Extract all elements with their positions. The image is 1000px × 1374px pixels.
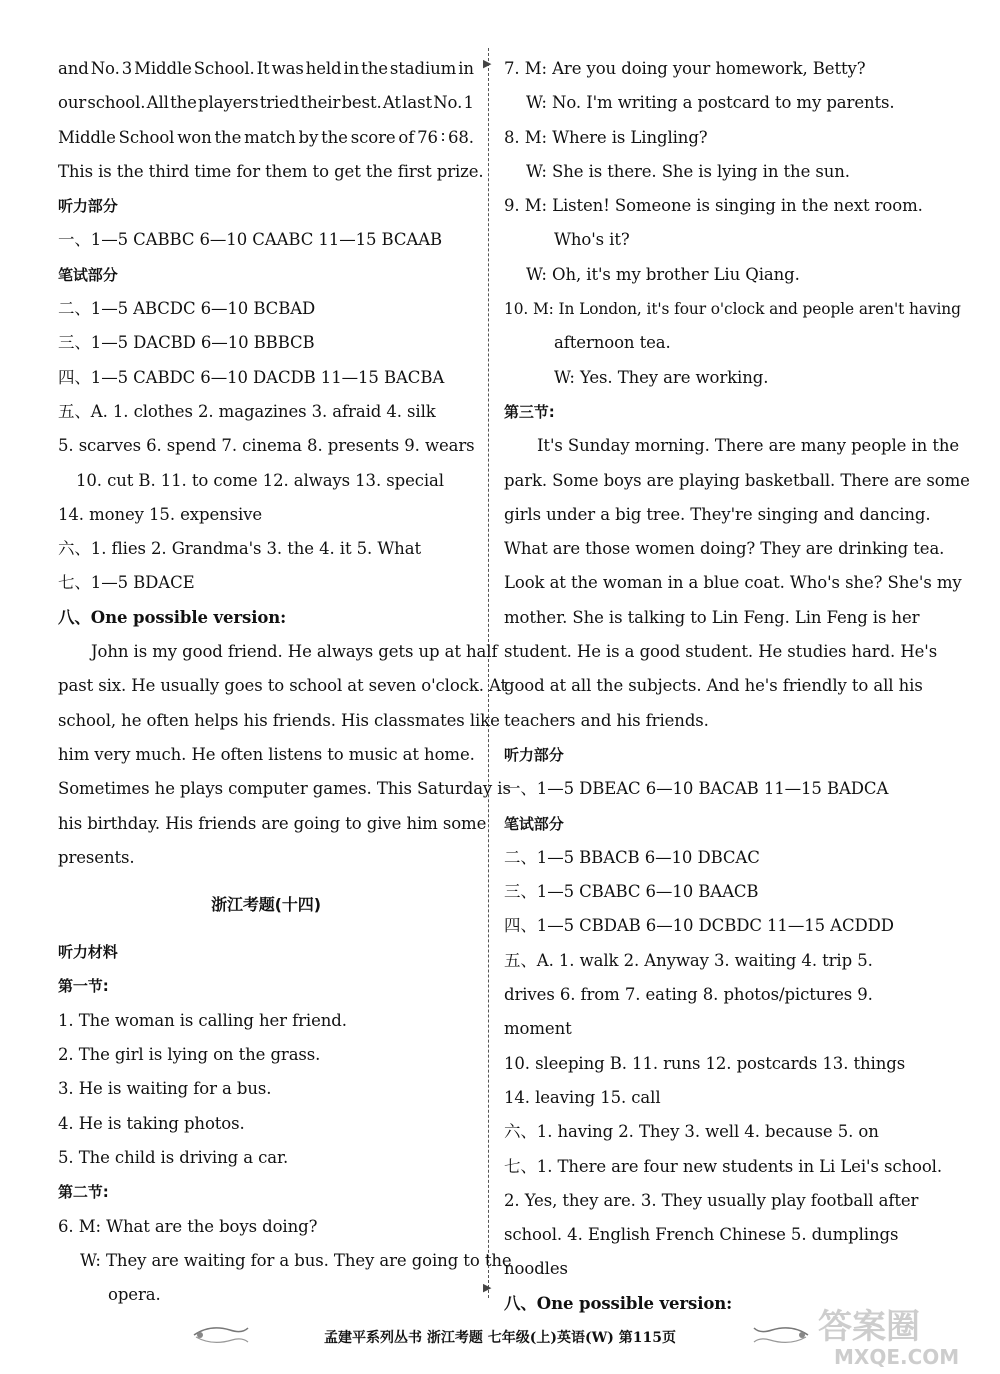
answer-line: 七、1—5 BDACE [58,573,195,593]
page-footer: 孟建平系列丛书 浙江考题 七年级(上)英语(W) 第115页 [323,1330,677,1346]
divider-arrow-icon: ▶ [483,57,492,70]
answer-line: 一、1—5 DBEAC 6—10 BACAB 11—15 BADCA [504,779,889,799]
passage-line: What are those women doing? They are drinking tea. [504,539,945,559]
dialogue-line: 7. M: Are you doing your homework, Betty? [504,59,866,78]
dialogue-line: 10. M: In London, it's four o'clock and people aren't having [504,300,961,319]
answer-line: 六、1. having 2. They 3. well 4. because 5. on [504,1122,879,1142]
watermark-line2: MXQE.COM [834,1345,960,1369]
answer-line: 二、1—5 BBACB 6—10 DBCAC [504,847,760,867]
essay-line: Sometimes he plays computer games. This Saturday is [58,779,511,799]
dialogue-line: W: No. I'm writing a postcard to my parents. [526,93,895,113]
essay-line: his birthday. His friends are going to give him some [58,813,487,833]
essay-line: school, he often helps his friends. His classmates like [58,710,500,730]
list-item: 2. The girl is lying on the grass. [58,1045,321,1065]
intro-line: Middle School won the match by the score of 76 ∶ 68. [58,127,474,147]
dialogue-line: W: She is there. She is lying in the sun. [526,161,850,181]
passage-line: teachers and his friends. [504,710,709,730]
dialogue-line: 9. M: Listen! Someone is singing in the next room. [504,196,923,216]
dialogue-line: 6. M: What are the boys doing? [58,1216,318,1236]
passage-line: mother. She is talking to Lin Feng. Lin Feng is her [504,607,920,627]
watermark-logo [812,1300,992,1370]
part-heading: 第一节: [58,977,109,996]
watermark-line1: 答案圈 [818,1307,920,1347]
answer-line: 四、1—5 CBDAB 6—10 DCBDC 11—15 ACDDD [504,916,894,936]
passage-line: good at all the subjects. And he's friendly to all his [504,676,923,696]
dialogue-line: afternoon tea. [554,333,671,353]
right-column [504,52,970,1321]
answer-line: 10. sleeping B. 11. runs 12. postcards 13. things [504,1053,906,1073]
essay-line: John is my good friend. He always gets up at half [91,642,498,662]
footer-ornament-icon [752,1322,812,1348]
answer-line: 六、1. flies 2. Grandma's 3. the 4. it 5. What [58,539,421,559]
answer-line: 三、1—5 CBABC 6—10 BAACB [504,882,759,902]
dialogue-line: opera. [108,1285,161,1305]
answer-line: 5. scarves 6. spend 7. cinema 8. presents 9. wears [58,436,475,456]
answer-line: 四、1—5 CABDC 6—10 DACDB 11—15 BACBA [58,367,445,387]
answer-line: school. 4. English French Chinese 5. dumplings [504,1225,899,1245]
intro-line: our school. All the players tried their best. At last No. 1 [58,93,474,113]
answer-heading: 八、One possible version: [58,607,287,627]
answer-line: 一、1—5 CABBC 6—10 CAABC 11—15 BCAAB [58,230,443,250]
list-item: 1. The woman is calling her friend. [58,1010,347,1030]
divider-arrow-icon: ▶ [483,1281,492,1294]
dialogue-line: W: They are waiting for a bus. They are going to the [80,1250,512,1270]
essay-line: him very much. He often listens to music at home. [58,744,475,764]
passage-line: student. He is a good student. He studies hard. He's [504,642,938,662]
answer-line: 10. cut B. 11. to come 12. always 13. special [76,470,444,490]
answer-line: 2. Yes, they are. 3. They usually play football after [504,1190,919,1210]
passage-line: Look at the woman in a blue coat. Who's she? She's my [504,573,962,593]
written-heading: 笔试部分 [58,265,118,284]
dialogue-line: W: Oh, it's my brother Liu Qiang. [526,264,800,284]
section-title: 浙江考题(十四) [211,895,321,915]
answer-line: drives 6. from 7. eating 8. photos/pictures 9. [504,985,873,1005]
answer-line: 14. money 15. expensive [58,504,263,524]
passage-line: girls under a big tree. They're singing and dancing. [504,504,931,524]
dialogue-line: Who's it? [554,230,630,250]
part-heading: 第三节: [504,402,555,421]
left-column [58,52,512,1312]
listening-heading: 听力部分 [58,197,118,216]
listening-heading: 听力部分 [504,745,564,764]
list-item: 4. He is taking photos. [58,1113,245,1133]
answer-line: moment [504,1019,572,1039]
list-item: 3. He is waiting for a bus. [58,1079,272,1099]
materials-heading: 听力材料 [58,943,118,962]
dialogue-line: W: Yes. They are working. [554,367,769,387]
written-heading: 笔试部分 [504,814,564,833]
answer-line: 五、A. 1. walk 2. Anyway 3. waiting 4. trip 5. [504,950,873,970]
column-divider [488,48,489,1298]
list-item: 5. The child is driving a car. [58,1147,289,1167]
answer-line: 14. leaving 15. call [504,1087,661,1107]
passage-line: It's Sunday morning. There are many people in the [537,436,960,456]
answer-line: 七、1. There are four new students in Li Lei's school. [504,1156,942,1176]
answer-line: 五、A. 1. clothes 2. magazines 3. afraid 4. silk [58,401,436,421]
intro-line: and No. 3 Middle School. It was held in the stadium in [58,59,474,78]
answer-line: 三、1—5 DACBD 6—10 BBBCB [58,333,315,353]
dialogue-line: 8. M: Where is Lingling? [504,127,708,147]
part-heading: 第二节: [58,1183,109,1202]
passage-line: park. Some boys are playing basketball. There are some [504,470,970,490]
essay-line: presents. [58,847,135,867]
essay-line: past six. He usually goes to school at seven o'clock. At [58,676,508,696]
answer-heading: 八、One possible version: [504,1293,733,1313]
answer-line: noodles [504,1259,568,1279]
intro-line: This is the third time for them to get the first prize. [58,161,484,181]
answer-line: 二、1—5 ABCDC 6—10 BCBAD [58,299,316,319]
